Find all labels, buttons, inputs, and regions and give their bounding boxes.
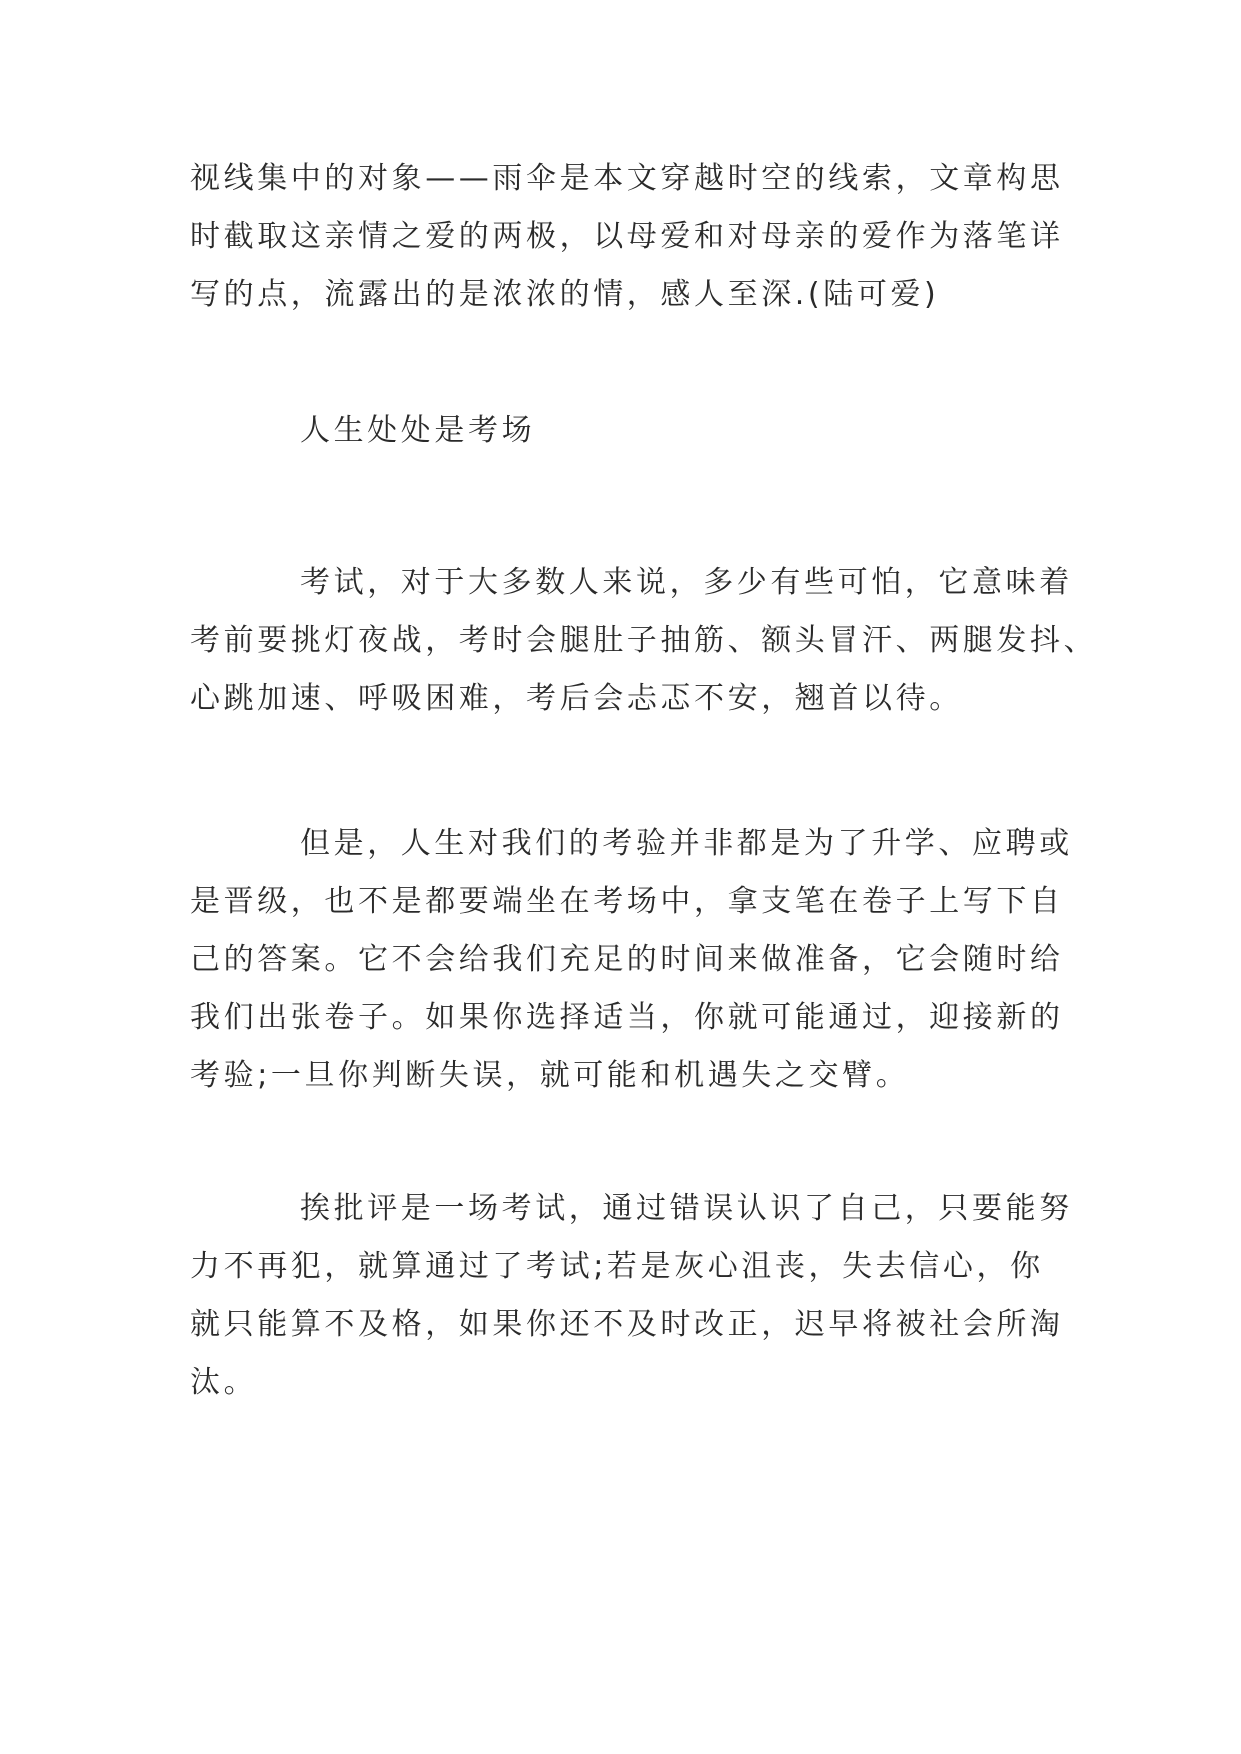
text-line: 但是，人生对我们的考验并非都是为了升学、应聘或 (300, 826, 1073, 861)
text-line: 心跳加速、呼吸困难，考后会忐忑不安，翘首以待。 (190, 681, 963, 716)
paragraph-umbrella-commentary (190, 150, 1064, 324)
paragraph-life-tests (190, 815, 1073, 1105)
text-line: 视线集中的对象——雨伞是本文穿越时空的线索，文章构思 (190, 161, 1064, 196)
paragraph-exam-fear (190, 554, 1098, 728)
text-line: 写的点，流露出的是浓浓的情，感人至深.(陆可爱) (190, 277, 940, 312)
text-line: 就只能算不及格，如果你还不及时改正，迟早将被社会所淘 (190, 1307, 1064, 1342)
text-line: 是晋级，也不是都要端坐在考场中，拿支笔在卷子上写下自 (190, 884, 1064, 919)
text-line: 我们出张卷子。如果你选择适当，你就可能通过，迎接新的 (190, 1000, 1064, 1035)
text-line: 挨批评是一场考试，通过错误认识了自己，只要能努 (300, 1191, 1073, 1226)
text-line: 考验;一旦你判断失误，就可能和机遇失之交臂。 (190, 1058, 910, 1093)
paragraph-criticism (190, 1180, 1073, 1412)
text-line: 己的答案。它不会给我们充足的时间来做准备，它会随时给 (190, 942, 1064, 977)
text-line: 汰。 (190, 1365, 258, 1400)
text-line: 考前要挑灯夜战，考时会腿肚子抽筋、额头冒汗、两腿发抖、 (190, 623, 1098, 658)
essay-title-text: 人生处处是考场 (300, 413, 536, 448)
text-line: 时截取这亲情之爱的两极，以母爱和对母亲的爱作为落笔详 (190, 219, 1064, 254)
essay-title (190, 402, 1060, 460)
text-line: 力不再犯，就算通过了考试;若是灰心沮丧，失去信心，你 (190, 1249, 1044, 1284)
text-line: 考试，对于大多数人来说，多少有些可怕，它意味着 (300, 565, 1073, 600)
